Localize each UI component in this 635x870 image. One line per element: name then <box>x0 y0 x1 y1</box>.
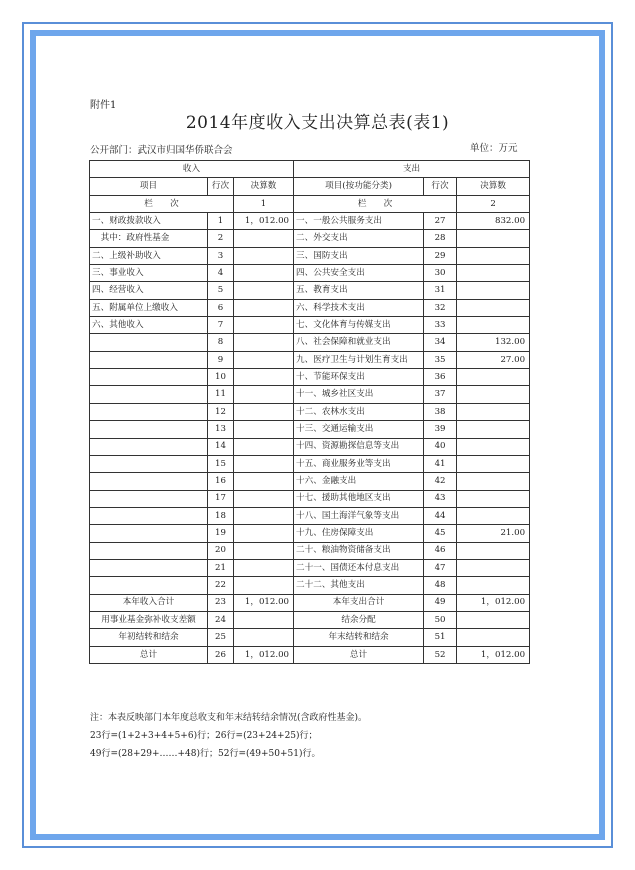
income-amount-cell <box>234 369 294 386</box>
expense-amount-cell: 1，012.00 <box>457 594 530 611</box>
expense-section-header: 支出 <box>294 161 530 178</box>
expense-item-cell: 十六、金融支出 <box>294 473 424 490</box>
income-row-no-cell: 11 <box>208 386 234 403</box>
table-row <box>90 247 530 264</box>
expense-item-cell: 一、一般公共服务支出 <box>294 213 424 230</box>
expense-item-cell: 二十二、其他支出 <box>294 577 424 594</box>
expense-item-cell: 十九、住房保障支出 <box>294 525 424 542</box>
income-row-no-cell: 2 <box>208 230 234 247</box>
table-row <box>90 265 530 282</box>
income-row-no-cell: 22 <box>208 577 234 594</box>
expense-item-cell: 结余分配 <box>294 611 424 628</box>
expense-item-cell: 六、科学技术支出 <box>294 299 424 316</box>
expense-amount-cell <box>457 455 530 472</box>
expense-item-cell: 本年支出合计 <box>294 594 424 611</box>
expense-amount-cell <box>457 629 530 646</box>
table-row <box>90 577 530 594</box>
income-row-no-cell: 10 <box>208 369 234 386</box>
expense-amount-cell <box>457 490 530 507</box>
income-expense-table <box>89 160 530 664</box>
income-row-no-cell: 1 <box>208 213 234 230</box>
col-header-item: 项目 <box>90 178 208 195</box>
expense-amount-cell <box>457 299 530 316</box>
lanci-right-label: 栏 次 <box>294 195 457 212</box>
expense-item-cell: 总计 <box>294 646 424 663</box>
expense-amount-cell: 132.00 <box>457 334 530 351</box>
income-amount-cell <box>234 611 294 628</box>
income-row-no-cell: 3 <box>208 247 234 264</box>
income-item-cell <box>90 438 208 455</box>
income-item-cell <box>90 369 208 386</box>
note-line-3: 49行=(28+29+……+48)行；52行=(49+50+51)行。 <box>90 749 321 759</box>
income-row-no-cell: 25 <box>208 629 234 646</box>
expense-item-cell: 四、公共安全支出 <box>294 265 424 282</box>
income-amount-cell <box>234 421 294 438</box>
income-item-cell <box>90 421 208 438</box>
expense-item-cell: 十五、商业服务业等支出 <box>294 455 424 472</box>
table-row <box>90 438 530 455</box>
income-item-cell: 六、其他收入 <box>90 317 208 334</box>
expense-item-cell: 九、医疗卫生与计划生育支出 <box>294 351 424 368</box>
income-item-cell <box>90 490 208 507</box>
table-row <box>90 542 530 559</box>
expense-item-cell: 七、文化体育与传媒支出 <box>294 317 424 334</box>
income-amount-cell <box>234 299 294 316</box>
expense-row-no-cell: 35 <box>424 351 457 368</box>
expense-row-no-cell: 30 <box>424 265 457 282</box>
expense-row-no-cell: 40 <box>424 438 457 455</box>
income-item-cell: 五、附属单位上缴收入 <box>90 299 208 316</box>
expense-amount-cell <box>457 386 530 403</box>
income-item-cell: 用事业基金弥补收支差额 <box>90 611 208 628</box>
income-amount-cell <box>234 403 294 420</box>
table-row <box>90 490 530 507</box>
income-row-no-cell: 18 <box>208 507 234 524</box>
income-amount-cell <box>234 351 294 368</box>
unit-label: 单位：万元 <box>470 143 518 154</box>
income-row-no-cell: 9 <box>208 351 234 368</box>
expense-row-no-cell: 36 <box>424 369 457 386</box>
table-row <box>90 403 530 420</box>
income-row-no-cell: 5 <box>208 282 234 299</box>
income-amount-cell <box>234 559 294 576</box>
income-item-cell: 年初结转和结余 <box>90 629 208 646</box>
expense-row-no-cell: 52 <box>424 646 457 663</box>
expense-amount-cell <box>457 282 530 299</box>
table-row <box>90 646 530 663</box>
table-row <box>90 282 530 299</box>
table-row <box>90 473 530 490</box>
income-amount-cell <box>234 525 294 542</box>
col-header-row-no: 行次 <box>208 178 234 195</box>
expense-item-cell: 十一、城乡社区支出 <box>294 386 424 403</box>
income-amount-cell: 1，012.00 <box>234 213 294 230</box>
income-item-cell <box>90 542 208 559</box>
col-header-item-func: 项目(按功能分类) <box>294 178 424 195</box>
table-row <box>90 455 530 472</box>
table-row <box>90 559 530 576</box>
expense-row-no-cell: 33 <box>424 317 457 334</box>
income-item-cell: 总计 <box>90 646 208 663</box>
expense-row-no-cell: 49 <box>424 594 457 611</box>
income-row-no-cell: 21 <box>208 559 234 576</box>
expense-row-no-cell: 43 <box>424 490 457 507</box>
expense-item-cell: 十七、援助其他地区支出 <box>294 490 424 507</box>
income-amount-cell <box>234 473 294 490</box>
expense-amount-cell <box>457 247 530 264</box>
income-row-no-cell: 12 <box>208 403 234 420</box>
table-column-header-row <box>90 178 530 195</box>
table-row <box>90 507 530 524</box>
page-title: 2014年度收入支出决算总表(表1) <box>185 113 450 133</box>
income-item-cell <box>90 403 208 420</box>
expense-item-cell: 二十一、国债还本付息支出 <box>294 559 424 576</box>
income-amount-cell <box>234 247 294 264</box>
lanci-right-number: 2 <box>457 195 530 212</box>
expense-amount-cell <box>457 577 530 594</box>
income-item-cell <box>90 559 208 576</box>
expense-item-cell: 十、节能环保支出 <box>294 369 424 386</box>
income-amount-cell <box>234 542 294 559</box>
table-row <box>90 299 530 316</box>
table-row <box>90 213 530 230</box>
col-header-amount: 决算数 <box>234 178 294 195</box>
income-amount-cell <box>234 230 294 247</box>
table-row <box>90 594 530 611</box>
expense-amount-cell <box>457 611 530 628</box>
income-item-cell <box>90 386 208 403</box>
income-amount-cell <box>234 507 294 524</box>
income-amount-cell <box>234 490 294 507</box>
expense-item-cell: 十二、农林水支出 <box>294 403 424 420</box>
income-row-no-cell: 4 <box>208 265 234 282</box>
expense-amount-cell: 832.00 <box>457 213 530 230</box>
col-header-amount-2: 决算数 <box>457 178 530 195</box>
income-row-no-cell: 16 <box>208 473 234 490</box>
expense-row-no-cell: 37 <box>424 386 457 403</box>
expense-amount-cell <box>457 317 530 334</box>
expense-row-no-cell: 48 <box>424 577 457 594</box>
table-row <box>90 230 530 247</box>
expense-row-no-cell: 38 <box>424 403 457 420</box>
income-item-cell <box>90 351 208 368</box>
expense-amount-cell <box>457 369 530 386</box>
expense-amount-cell: 27.00 <box>457 351 530 368</box>
expense-item-cell: 二、外交支出 <box>294 230 424 247</box>
expense-row-no-cell: 28 <box>424 230 457 247</box>
table-row <box>90 334 530 351</box>
income-row-no-cell: 6 <box>208 299 234 316</box>
income-section-header: 收入 <box>90 161 294 178</box>
income-item-cell: 其中：政府性基金 <box>90 230 208 247</box>
table-row <box>90 386 530 403</box>
table-row <box>90 369 530 386</box>
income-item-cell <box>90 507 208 524</box>
income-amount-cell <box>234 265 294 282</box>
income-row-no-cell: 19 <box>208 525 234 542</box>
expense-amount-cell <box>457 559 530 576</box>
expense-item-cell: 十八、国土海洋气象等支出 <box>294 507 424 524</box>
expense-row-no-cell: 39 <box>424 421 457 438</box>
income-row-no-cell: 23 <box>208 594 234 611</box>
income-item-cell: 本年收入合计 <box>90 594 208 611</box>
lanci-left-number: 1 <box>234 195 294 212</box>
income-item-cell <box>90 525 208 542</box>
expense-amount-cell <box>457 421 530 438</box>
income-amount-cell <box>234 386 294 403</box>
expense-amount-cell <box>457 438 530 455</box>
table-section-header-row <box>90 161 530 178</box>
table-row <box>90 525 530 542</box>
income-row-no-cell: 26 <box>208 646 234 663</box>
expense-item-cell: 十三、交通运输支出 <box>294 421 424 438</box>
income-amount-cell <box>234 317 294 334</box>
expense-item-cell: 八、社会保障和就业支出 <box>294 334 424 351</box>
table-row <box>90 317 530 334</box>
income-amount-cell <box>234 629 294 646</box>
expense-item-cell: 五、教育支出 <box>294 282 424 299</box>
expense-row-no-cell: 42 <box>424 473 457 490</box>
note-line-1: 注：本表反映部门本年度总收支和年末结转结余情况(含政府性基金)。 <box>90 713 368 723</box>
expense-item-cell: 三、国防支出 <box>294 247 424 264</box>
income-item-cell <box>90 473 208 490</box>
expense-row-no-cell: 32 <box>424 299 457 316</box>
expense-row-no-cell: 45 <box>424 525 457 542</box>
income-row-no-cell: 24 <box>208 611 234 628</box>
expense-row-no-cell: 31 <box>424 282 457 299</box>
expense-row-no-cell: 46 <box>424 542 457 559</box>
income-amount-cell: 1，012.00 <box>234 594 294 611</box>
expense-amount-cell <box>457 473 530 490</box>
expense-row-no-cell: 41 <box>424 455 457 472</box>
table-row <box>90 351 530 368</box>
expense-row-no-cell: 51 <box>424 629 457 646</box>
expense-amount-cell <box>457 265 530 282</box>
income-row-no-cell: 14 <box>208 438 234 455</box>
expense-amount-cell <box>457 403 530 420</box>
income-amount-cell <box>234 282 294 299</box>
income-row-no-cell: 8 <box>208 334 234 351</box>
income-item-cell <box>90 455 208 472</box>
table-row <box>90 611 530 628</box>
col-header-row-no-2: 行次 <box>424 178 457 195</box>
income-item-cell <box>90 334 208 351</box>
note-line-2: 23行=(1+2+3+4+5+6)行；26行=(23+24+25)行； <box>90 731 318 741</box>
table-row <box>90 629 530 646</box>
income-row-no-cell: 13 <box>208 421 234 438</box>
expense-row-no-cell: 27 <box>424 213 457 230</box>
expense-item-cell: 十四、资源勘探信息等支出 <box>294 438 424 455</box>
expense-row-no-cell: 50 <box>424 611 457 628</box>
expense-amount-cell <box>457 507 530 524</box>
income-amount-cell <box>234 334 294 351</box>
income-row-no-cell: 20 <box>208 542 234 559</box>
expense-amount-cell <box>457 542 530 559</box>
income-row-no-cell: 15 <box>208 455 234 472</box>
income-row-no-cell: 7 <box>208 317 234 334</box>
income-item-cell: 二、上级补助收入 <box>90 247 208 264</box>
expense-item-cell: 年末结转和结余 <box>294 629 424 646</box>
expense-row-no-cell: 44 <box>424 507 457 524</box>
income-amount-cell <box>234 455 294 472</box>
expense-amount-cell: 1，012.00 <box>457 646 530 663</box>
income-item-cell: 三、事业收入 <box>90 265 208 282</box>
table-row <box>90 421 530 438</box>
attachment-label: 附件1 <box>90 100 117 111</box>
expense-amount-cell: 21.00 <box>457 525 530 542</box>
income-amount-cell <box>234 438 294 455</box>
table-lanci-row <box>90 195 530 212</box>
income-item-cell <box>90 577 208 594</box>
income-row-no-cell: 17 <box>208 490 234 507</box>
income-item-cell: 一、财政拨款收入 <box>90 213 208 230</box>
expense-row-no-cell: 47 <box>424 559 457 576</box>
expense-row-no-cell: 29 <box>424 247 457 264</box>
income-item-cell: 四、经营收入 <box>90 282 208 299</box>
income-amount-cell: 1，012.00 <box>234 646 294 663</box>
expense-amount-cell <box>457 230 530 247</box>
expense-row-no-cell: 34 <box>424 334 457 351</box>
income-amount-cell <box>234 577 294 594</box>
expense-item-cell: 二十、粮油物资储备支出 <box>294 542 424 559</box>
lanci-left-label: 栏 次 <box>90 195 234 212</box>
department-label: 公开部门：武汉市归国华侨联合会 <box>90 145 233 156</box>
